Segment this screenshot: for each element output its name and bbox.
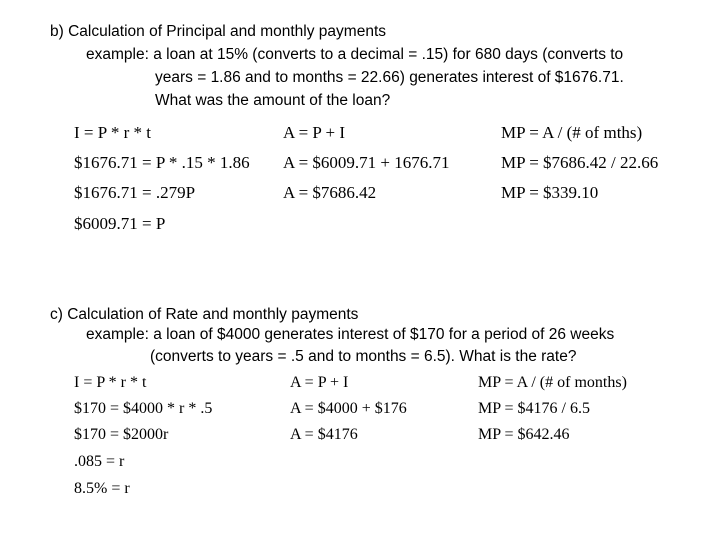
section-b-heading: b) Calculation of Principal and monthly payments	[50, 23, 387, 40]
section-b-col3-line-2: MP = $7686.42 / 22.66	[501, 153, 659, 172]
section-c-col2-line-3: A = $4176	[290, 426, 358, 443]
section-b-example-line-2: years = 1.86 and to months = 22.66) generates interest of $1676.71.	[155, 69, 624, 86]
section-b-col1-line-2: $1676.71 = P * .15 * 1.86	[74, 153, 250, 172]
section-c-example-line-1: example: a loan of $4000 generates interest of $170 for a period of 26 weeks	[86, 326, 615, 343]
section-b-col3-line-3: MP = $339.10	[501, 183, 599, 202]
section-b-col1-line-4: $6009.71 = P	[74, 214, 166, 233]
section-c-col2-line-2: A = $4000 + $176	[290, 400, 407, 417]
section-b-col2-line-2: A = $6009.71 + 1676.71	[283, 153, 450, 172]
section-b-col3-line-1: MP = A / (# of mths)	[501, 123, 643, 142]
section-c-col1-line-3: $170 = $2000r	[74, 426, 169, 443]
section-c-col1-line-5: 8.5% = r	[74, 480, 130, 497]
section-c-col3-line-3: MP = $642.46	[478, 426, 570, 443]
section-b-col1-line-3: $1676.71 = .279P	[74, 183, 196, 202]
section-b-col1-line-1: I = P * r * t	[74, 123, 151, 142]
section-c-example-line-2: (converts to years = .5 and to months = 6.5). What is the rate?	[150, 348, 577, 365]
section-c-col1-line-2: $170 = $4000 * r * .5	[74, 400, 213, 417]
section-c-col2-line-1: A = P + I	[290, 374, 349, 391]
section-b-col2-line-3: A = $7686.42	[283, 183, 377, 202]
section-b-example-line-3: What was the amount of the loan?	[155, 92, 391, 109]
section-b-example-line-1: example: a loan at 15% (converts to a decimal = .15) for 680 days (converts to	[86, 46, 624, 63]
section-c-col3-line-2: MP = $4176 / 6.5	[478, 400, 590, 417]
section-c-col1-line-4: .085 = r	[74, 453, 125, 470]
section-c-col1-line-1: I = P * r * t	[74, 374, 147, 391]
section-b-col2-line-1: A = P + I	[283, 123, 345, 142]
section-c-heading: c) Calculation of Rate and monthly payments	[50, 306, 359, 323]
section-c-col3-line-1: MP = A / (# of months)	[478, 374, 627, 391]
